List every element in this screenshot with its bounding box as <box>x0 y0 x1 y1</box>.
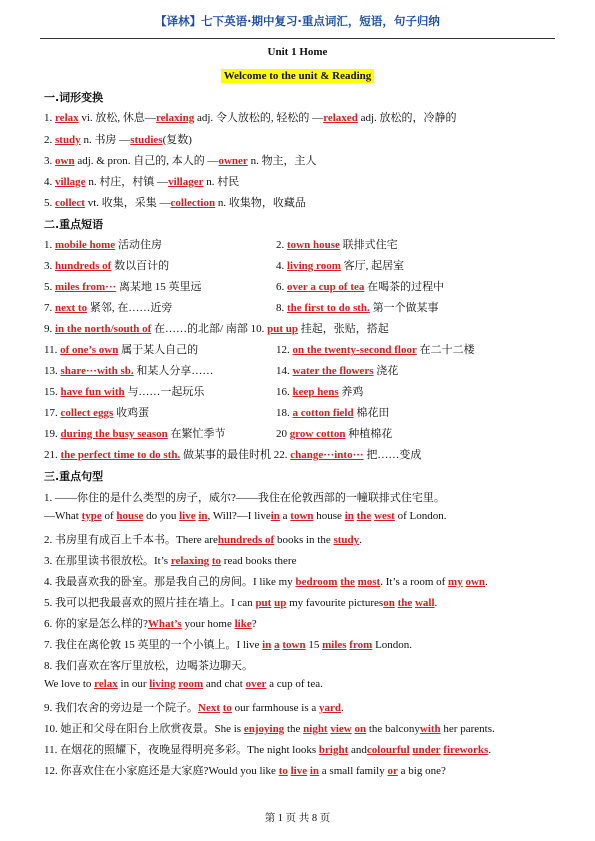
line-text: n. 收集物，收藏品 <box>215 197 306 209</box>
line-text: . <box>434 597 438 609</box>
keyword-answer: relax <box>55 112 79 124</box>
sentence-item <box>44 573 488 589</box>
line-text: 20 <box>276 428 290 440</box>
line-text: 16. <box>276 386 293 398</box>
line-text: 种植棉花 <box>345 428 393 440</box>
page-footer: 第 1 页 共 8 页 <box>264 813 331 824</box>
line-text: your home <box>181 618 235 630</box>
unit-title: Unit 1 Home <box>267 46 328 58</box>
line-text: . <box>485 576 488 588</box>
keyword-answer: in <box>270 510 280 522</box>
line-text: We love to <box>44 678 95 690</box>
document-header: 【译林】七下英语·期中复习·重点词汇，短语，句子归纳 <box>155 14 440 28</box>
phrase-item <box>44 257 169 273</box>
keyword-answer: in <box>198 510 208 522</box>
line-text: , Will?—I live <box>207 510 271 522</box>
keyword-answer: live <box>290 765 308 777</box>
keyword-answer: own <box>55 155 75 167</box>
line-text: 做某事的最佳时机 22. <box>180 449 291 461</box>
line-text: 把……变成 <box>363 449 422 461</box>
line-text: 在……的北部/ 南部 <box>151 323 251 335</box>
keyword-answer: miles from··· <box>55 281 117 293</box>
keyword-answer: water the flowers <box>292 365 374 377</box>
line-text: adj. 令人放松的, 轻松的 — <box>194 112 324 124</box>
keyword-answer: put <box>255 597 272 609</box>
keyword-answer: west <box>374 510 395 522</box>
line-text: 在二十二楼 <box>416 344 475 356</box>
line-text: 数以百计的 <box>111 260 170 272</box>
line-text: 6. <box>276 281 287 293</box>
line-text: house <box>313 510 345 522</box>
keyword-answer: on <box>383 597 395 609</box>
line-text: 与……一起玩乐 <box>124 386 205 398</box>
phrase-item <box>44 383 204 399</box>
vocab-item <box>44 194 306 210</box>
keyword-answer: to <box>222 702 232 714</box>
keyword-answer: in <box>309 765 320 777</box>
keyword-answer: live <box>179 510 196 522</box>
line-text: 客厅, 起居室 <box>340 260 405 272</box>
keyword-answer: in <box>344 510 354 522</box>
line-text: 5. 我可以把我最喜欢的照片挂在墙上。I can <box>44 597 256 609</box>
keyword-answer: in the north/south of <box>55 323 152 335</box>
keyword-answer: the first to do sth. <box>287 302 370 314</box>
line-text: 17. <box>44 407 61 419</box>
keyword-answer: living <box>149 678 176 690</box>
line-text: 15. <box>44 386 61 398</box>
keyword-answer: view <box>330 723 352 735</box>
line-text: 19. <box>44 428 61 440</box>
keyword-answer: wall <box>414 597 435 609</box>
line-text: 14. <box>276 365 293 377</box>
line-text: —What <box>44 510 82 522</box>
keyword-answer: the <box>340 576 355 588</box>
phrase-item <box>44 362 213 378</box>
line-text: . <box>340 702 344 714</box>
keyword-answer: a <box>274 639 280 651</box>
keyword-answer: type <box>81 510 102 522</box>
section-subtitle: Welcome to the unit & Reading <box>221 69 375 83</box>
keyword-answer: own <box>465 576 486 588</box>
line-text: her parents. <box>440 723 495 735</box>
keyword-answer: colourful <box>366 744 410 756</box>
keyword-answer: study <box>333 534 360 546</box>
sentence-item <box>44 510 446 522</box>
keyword-answer: relaxed <box>323 112 358 124</box>
line-text: (复数) <box>162 134 192 146</box>
keyword-answer: collect eggs <box>60 407 114 419</box>
line-text: . <box>359 534 362 546</box>
keyword-answer: village <box>55 176 86 188</box>
line-text: our farmhouse is a <box>231 702 319 714</box>
line-text: 4. <box>276 260 287 272</box>
section-heading-phrases: 二.重点短语 <box>44 218 104 231</box>
line-text: 15 <box>305 639 323 651</box>
keyword-answer: town <box>282 639 306 651</box>
line-text: 1. ——你住的是什么类型的房子，威尔?——我住在伦敦西部的一幢联排式住宅里。 <box>44 492 445 504</box>
line-text: 挂起，张贴，搭起 <box>297 323 389 335</box>
sentence-item <box>44 531 362 547</box>
line-text: adj. 放松的，冷静的 <box>357 112 457 124</box>
phrase-item <box>44 404 149 420</box>
header-divider <box>40 38 555 39</box>
line-text: the balcony <box>366 723 420 735</box>
line-text: 12. 你喜欢住在小家庭还是大家庭?Would you like <box>44 765 279 777</box>
line-text: a big one? <box>397 765 446 777</box>
keyword-answer: my <box>448 576 463 588</box>
line-text: 1. <box>44 112 55 124</box>
line-text: 活动住房 <box>115 239 162 251</box>
line-text: . <box>488 744 492 756</box>
line-text: 在繁忙季节 <box>167 428 226 440</box>
line-text: 紧邻, 在……近旁 <box>87 302 173 314</box>
line-text: 8. 我们喜欢在客厅里放松，边喝茶边聊天。 <box>44 660 253 672</box>
phrase-item <box>276 278 444 294</box>
line-text: the <box>284 723 304 735</box>
line-text: a small family <box>319 765 388 777</box>
keyword-answer: in <box>262 639 272 651</box>
line-text: 18. <box>276 407 293 419</box>
phrase-item <box>44 446 421 462</box>
line-text: n. 村民 <box>203 176 240 188</box>
keyword-answer: from <box>349 639 373 651</box>
keyword-answer: a cotton field <box>292 407 354 419</box>
line-text: vt. 收集，采集 — <box>84 197 171 209</box>
line-text: 离某地 15 英里远 <box>116 281 202 293</box>
keyword-answer: during the busy season <box>60 428 168 440</box>
keyword-answer: next to <box>55 302 88 314</box>
keyword-answer: hundreds of <box>55 260 112 272</box>
vocab-item <box>44 131 192 147</box>
line-text: n. 书房 — <box>80 134 131 146</box>
phrase-item <box>44 341 198 357</box>
section-heading-word-forms: 一.词形变换 <box>44 91 104 104</box>
keyword-answer: owner <box>218 155 248 167</box>
keyword-answer: bright <box>318 744 349 756</box>
keyword-answer: most <box>357 576 381 588</box>
line-text: ? <box>251 618 257 630</box>
keyword-answer: bedroom <box>295 576 338 588</box>
keyword-answer: on <box>354 723 367 735</box>
line-text: 9. <box>44 323 55 335</box>
line-text: 11. 在烟花的照耀下，夜晚显得明亮多彩。The night looks <box>44 744 319 756</box>
line-text: of <box>101 510 117 522</box>
line-text: 养鸡 <box>338 386 364 398</box>
keyword-answer: to <box>211 555 222 567</box>
line-text: 2. 书房里有成百上千本书。There are <box>44 534 218 546</box>
phrase-item <box>276 425 392 441</box>
line-text: adj. & pron. 自己的, 本人的 — <box>74 155 219 167</box>
sentence-item <box>44 615 257 631</box>
keyword-answer: with <box>419 723 441 735</box>
sentence-item <box>44 720 495 736</box>
section-heading-sentences: 三.重点句型 <box>44 470 104 483</box>
line-text: 3. <box>44 155 55 167</box>
line-text: of London. <box>394 510 447 522</box>
sentence-item <box>44 657 253 673</box>
keyword-answer: to <box>278 765 288 777</box>
line-text: 浇花 <box>373 365 399 377</box>
line-text: 9. 我们农舍的旁边是一个院子。 <box>44 702 198 714</box>
line-text: my favourite pictures <box>286 597 384 609</box>
keyword-answer: relaxing <box>155 112 195 124</box>
keyword-answer: or <box>387 765 398 777</box>
phrase-item <box>276 299 439 315</box>
phrase-item <box>276 404 389 420</box>
line-text: 属于某人自己的 <box>118 344 199 356</box>
line-text: vi. 放松, 休息— <box>78 112 156 124</box>
line-text: 6. 你的家是怎么样的? <box>44 618 148 630</box>
keyword-answer: What’s <box>147 618 182 630</box>
keyword-answer: up <box>274 597 287 609</box>
sentence-item <box>44 699 344 715</box>
phrase-item <box>44 320 389 336</box>
line-text: 3. <box>44 260 55 272</box>
line-text: in our <box>117 678 150 690</box>
keyword-answer: town <box>290 510 314 522</box>
line-text: 2. <box>44 134 55 146</box>
keyword-answer: have fun with <box>60 386 125 398</box>
line-text: and chat <box>203 678 246 690</box>
sentence-item <box>44 552 296 568</box>
line-text: n. 村庄，村镇 — <box>85 176 169 188</box>
phrase-item <box>44 425 226 441</box>
keyword-answer: on the twenty-second floor <box>292 344 417 356</box>
sentence-item <box>44 762 446 778</box>
keyword-answer: keep hens <box>292 386 339 398</box>
keyword-answer: hundreds of <box>217 534 275 546</box>
keyword-answer: put up <box>267 323 298 335</box>
keyword-answer: living room <box>287 260 341 272</box>
keyword-answer: studies <box>130 134 163 146</box>
line-text: 和某人分享…… <box>133 365 214 377</box>
keyword-answer: the <box>356 510 372 522</box>
line-text: books in the <box>274 534 334 546</box>
line-text: n. 物主，主人 <box>247 155 317 167</box>
keyword-answer: enjoying <box>243 723 285 735</box>
line-text: 10. <box>250 323 268 335</box>
line-text: 21. <box>44 449 61 461</box>
keyword-answer: Next <box>198 702 220 714</box>
sentence-item <box>44 741 491 757</box>
keyword-answer: town house <box>287 239 340 251</box>
line-text: London. <box>372 639 413 651</box>
line-text: 收鸡蛋 <box>113 407 150 419</box>
keyword-answer: study <box>55 134 81 146</box>
phrase-item <box>44 278 201 294</box>
phrase-item <box>276 257 404 273</box>
line-text: do you <box>143 510 180 522</box>
keyword-answer: room <box>178 678 204 690</box>
phrase-item <box>276 236 398 252</box>
line-text: 5. <box>44 281 55 293</box>
line-text: 1. <box>44 239 55 251</box>
phrase-item <box>276 362 398 378</box>
line-text: 10. 她正和父母在阳台上欣赏夜景。She is <box>44 723 244 735</box>
line-text: 12. <box>276 344 293 356</box>
keyword-answer: of one’s own <box>60 344 119 356</box>
line-text: a <box>279 510 291 522</box>
sentence-item <box>44 636 412 652</box>
line-text: read books there <box>221 555 297 567</box>
sentence-item <box>44 489 445 505</box>
line-text: 联排式住宅 <box>339 239 398 251</box>
keyword-answer: like <box>234 618 252 630</box>
line-text: 在喝茶的过程中 <box>364 281 445 293</box>
vocab-item <box>44 109 457 125</box>
line-text: 7. 我住在离伦敦 15 英里的一个小镇上。I live <box>44 639 263 651</box>
keyword-answer: yard <box>318 702 341 714</box>
keyword-answer: miles <box>322 639 347 651</box>
phrase-item <box>44 299 172 315</box>
keyword-answer: under <box>412 744 441 756</box>
line-text: and <box>348 744 367 756</box>
phrase-item <box>276 341 475 357</box>
keyword-answer: share···with sb. <box>60 365 134 377</box>
line-text: 8. <box>276 302 287 314</box>
keyword-answer: the perfect time to do sth. <box>60 449 181 461</box>
line-text: 2. <box>276 239 287 251</box>
line-text: a cup of tea. <box>266 678 323 690</box>
phrase-item <box>44 236 162 252</box>
line-text: 4. 我最喜欢我的卧室。那是我自己的房间。I like my <box>44 576 296 588</box>
line-text: 5. <box>44 197 55 209</box>
line-text: . It’s a room of <box>380 576 449 588</box>
keyword-answer: over <box>245 678 267 690</box>
keyword-answer: mobile home <box>55 239 116 251</box>
line-text: 棉花田 <box>353 407 390 419</box>
keyword-answer: villager <box>168 176 204 188</box>
keyword-answer: grow cotton <box>289 428 346 440</box>
line-text: 第一个做某事 <box>369 302 439 314</box>
vocab-item <box>44 173 239 189</box>
keyword-answer: collect <box>55 197 85 209</box>
keyword-answer: relaxing <box>170 555 210 567</box>
sentence-item <box>44 678 323 690</box>
line-text: 11. <box>44 344 61 356</box>
keyword-answer: over a cup of tea <box>287 281 365 293</box>
keyword-answer: relax <box>94 678 118 690</box>
line-text: 7. <box>44 302 55 314</box>
keyword-answer: fireworks <box>443 744 489 756</box>
line-text: 3. 在那里读书很放松。It’s <box>44 555 171 567</box>
keyword-answer: change···into··· <box>290 449 364 461</box>
line-text: 13. <box>44 365 61 377</box>
keyword-answer: house <box>116 510 144 522</box>
phrase-item <box>276 383 363 399</box>
line-text: 4. <box>44 176 55 188</box>
keyword-answer: the <box>397 597 413 609</box>
sentence-item <box>44 594 437 610</box>
keyword-answer: night <box>303 723 328 735</box>
vocab-item <box>44 152 317 168</box>
keyword-answer: collection <box>170 197 216 209</box>
